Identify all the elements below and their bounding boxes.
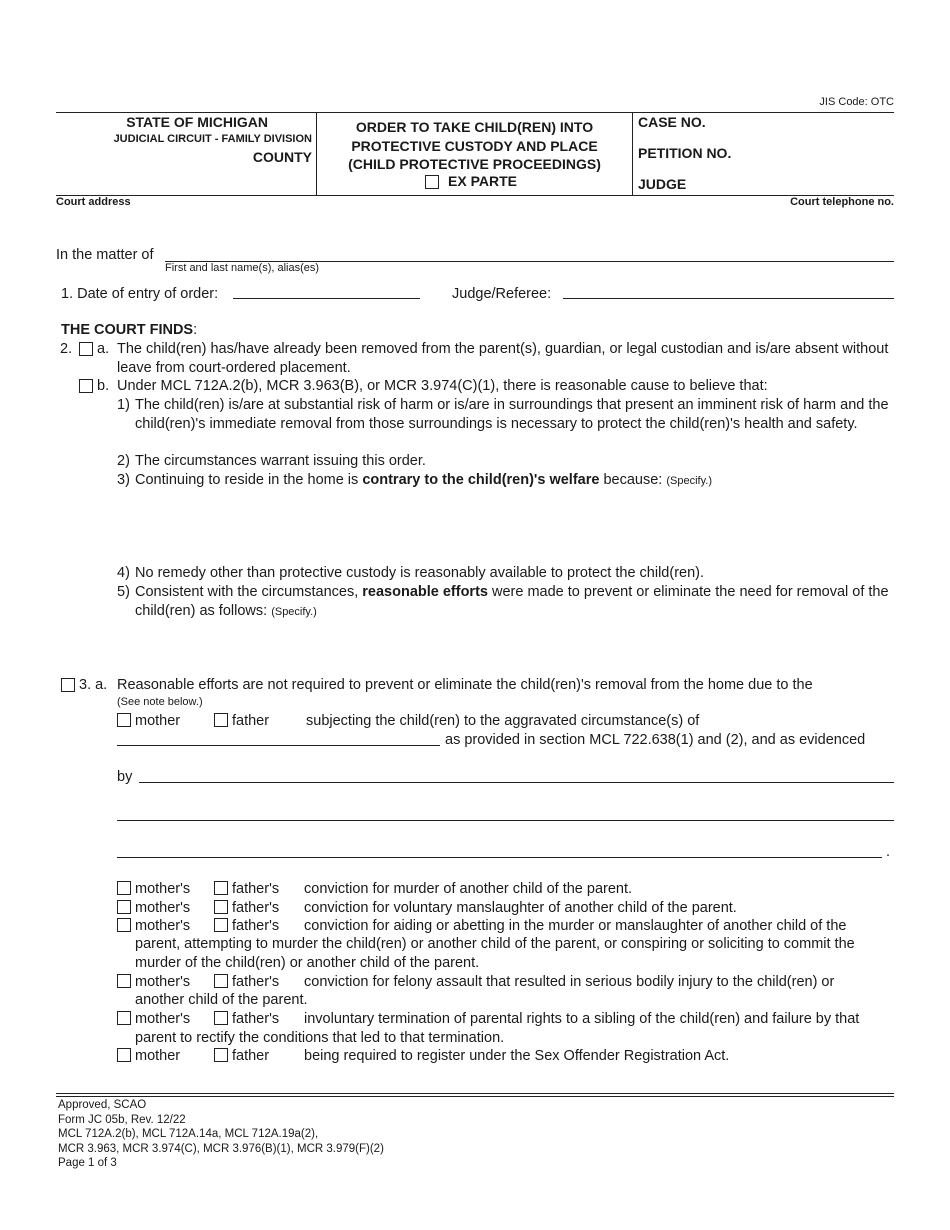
item-2b2-text: The circumstances warrant issuing this order. (135, 453, 426, 469)
court-telephone-label: Court telephone no. (790, 196, 894, 208)
header-top-rule (56, 112, 894, 113)
item-2-number: 2. (60, 341, 73, 357)
c6-father-checkbox[interactable] (214, 1048, 228, 1062)
c3-mother-checkbox[interactable] (117, 918, 131, 932)
title-line-2: PROTECTIVE CUSTODY AND PLACE (351, 137, 598, 154)
c4-text-rest: another child of the parent. (135, 992, 308, 1008)
aggravated-mother-checkbox[interactable] (117, 713, 131, 727)
footer-block (58, 1098, 384, 1171)
c4-father-label: father's (232, 974, 280, 990)
footer-citations-2: MCR 3.963, MCR 3.974(C), MCR 3.976(B)(1), MCR 3.979(F)(2) (58, 1142, 384, 1155)
evidenced-by-field-1[interactable] (139, 782, 894, 783)
item-2b2-number: 2) (117, 453, 130, 469)
item-2b1-number: 1) (117, 397, 130, 413)
c5-father-checkbox[interactable] (214, 1011, 228, 1025)
ex-parte-label: EX PARTE (448, 173, 517, 189)
aggravated-mother-label: mother (135, 713, 181, 729)
judge-referee-field[interactable] (563, 298, 894, 299)
evidenced-by-field-2[interactable] (117, 820, 894, 821)
c3-text-rest: parent, attempting to murder the child(ren) or another child of the parent, or conspiring or soliciting to commit the murder of the child(ren) or another child of the parent. (135, 936, 855, 971)
c2-text: conviction for voluntary manslaughter of another child of the parent. (304, 900, 737, 916)
footer-form-id: Form JC 05b, Rev. 12/22 (58, 1113, 186, 1126)
petition-no-label: PETITION NO. (638, 145, 732, 161)
court-address-label: Court address (56, 196, 131, 208)
aggravated-subjecting-text: subjecting the child(ren) to the aggravated circumstance(s) of (306, 713, 700, 729)
c1-father-label: father's (232, 881, 280, 897)
aggravated-circumstance-field[interactable] (117, 745, 440, 746)
c3-mother-label: mother's (135, 918, 191, 934)
court-finds-heading: THE COURT FINDS: (61, 322, 198, 338)
date-entry-field[interactable] (233, 298, 420, 299)
c1-mother-checkbox[interactable] (117, 881, 131, 895)
matter-label: In the matter of (56, 247, 154, 263)
title-line-1: ORDER TO TAKE CHILD(REN) INTO (355, 119, 594, 135)
item-2b5-number: 5) (117, 584, 130, 600)
c6-text: being required to register under the Sex Offender Registration Act. (304, 1048, 730, 1064)
item-2b4-number: 4) (117, 565, 130, 581)
c1-father-checkbox[interactable] (214, 881, 228, 895)
footer-approved: Approved, SCAO (58, 1099, 147, 1111)
c2-father-label: father's (232, 900, 280, 916)
c3-text-first: conviction for aiding or abetting in the murder or manslaughter of another child of the (304, 918, 847, 934)
date-entry-label: 1. Date of entry of order: (61, 286, 219, 302)
jis-code: JIS Code: OTC (819, 96, 894, 108)
item-2b5-text: Consistent with the circumstances, reasonable efforts were made to prevent or eliminate the need for removal of the child(ren) as follows: (Specify.) (135, 584, 889, 619)
item-3a-note: (See note below.) (117, 696, 203, 708)
item-2b-text: Under MCL 712A.2(b), MCR 3.963(B), or MCR 3.974(C)(1), there is reasonable cause to believe that: (117, 378, 768, 394)
state-name: STATE OF MICHIGAN (126, 114, 268, 130)
header-divider-2 (632, 112, 633, 195)
item-2b3-number: 3) (117, 472, 130, 488)
county-label: COUNTY (252, 149, 312, 165)
item-3a-checkbox[interactable] (61, 678, 75, 692)
c2-mother-label: mother's (135, 900, 191, 916)
evidenced-period: . (886, 844, 891, 860)
item-2b4-text: No remedy other than protective custody is reasonably available to protect the child(ren). (135, 565, 705, 581)
c6-mother-label: mother (135, 1048, 181, 1064)
item-2b3-text: Continuing to reside in the home is contrary to the child(ren)'s welfare because: (Specify.) (135, 472, 712, 488)
title-line-3: (CHILD PROTECTIVE PROCEEDINGS) (348, 156, 601, 172)
ex-parte-checkbox[interactable] (425, 175, 439, 189)
c5-mother-label: mother's (135, 1011, 191, 1027)
court-block (56, 114, 312, 167)
evidenced-by-label: by (117, 769, 133, 785)
c5-text-rest: parent to rectify the conditions that led to that termination. (135, 1030, 505, 1046)
c1-text: conviction for murder of another child of the parent. (304, 881, 633, 897)
item-3a-text: Reasonable efforts are not required to prevent or eliminate the child(ren)'s removal from the home due to the (117, 677, 813, 693)
header-bottom-rule (56, 195, 894, 196)
item-2b-checkbox[interactable] (79, 379, 93, 393)
c5-father-label: father's (232, 1011, 280, 1027)
c6-mother-checkbox[interactable] (117, 1048, 131, 1062)
aggravated-father-checkbox[interactable] (214, 713, 228, 727)
c5-text-first: involuntary termination of parental rights to a sibling of the child(ren) and failure by that (304, 1011, 860, 1027)
c3-father-checkbox[interactable] (214, 918, 228, 932)
c4-mother-checkbox[interactable] (117, 974, 131, 988)
item-2a-text: The child(ren) has/have already been removed from the parent(s), guardian, or legal custodian and is/are absent without leave from court-ordered placement. (117, 341, 889, 376)
case-no-label: CASE NO. (638, 114, 706, 130)
judge-label: JUDGE (638, 176, 687, 192)
matter-hint: First and last name(s), alias(es) (165, 262, 320, 274)
evidenced-by-field-3[interactable] (117, 857, 882, 858)
c1-mother-label: mother's (135, 881, 191, 897)
c6-father-label: father (232, 1048, 270, 1064)
c4-father-checkbox[interactable] (214, 974, 228, 988)
judge-referee-label: Judge/Referee: (452, 286, 552, 302)
c3-father-label: father's (232, 918, 280, 934)
footer-page: Page 1 of 3 (58, 1157, 117, 1169)
form-title (317, 118, 632, 174)
footer-citations-1: MCL 712A.2(b), MCL 712A.14a, MCL 712A.19a(2), (58, 1128, 319, 1140)
aggravated-father-label: father (232, 713, 270, 729)
c4-mother-label: mother's (135, 974, 191, 990)
item-2b-label: b. (97, 378, 110, 394)
c4-text-first: conviction for felony assault that resulted in serious bodily injury to the child(ren) or (304, 974, 835, 990)
circuit-label: JUDICIAL CIRCUIT - FAMILY DIVISION (113, 133, 312, 145)
c2-father-checkbox[interactable] (214, 900, 228, 914)
c5-mother-checkbox[interactable] (117, 1011, 131, 1025)
aggravated-as-provided-text: as provided in section MCL 722.638(1) and (2), and as evidenced (445, 732, 866, 748)
item-2a-label: a. (97, 341, 110, 357)
item-2b1-text: The child(ren) is/are at substantial risk of harm or is/are in surroundings that present an imminent risk of harm and the child(ren)'s immediate removal from those surroundings is necessary to protect the child(ren)'s health and safety. (135, 397, 889, 432)
footer-rule-2 (56, 1096, 894, 1097)
item-2a-checkbox[interactable] (79, 342, 93, 356)
item-3a-number: 3. a. (79, 677, 108, 693)
c2-mother-checkbox[interactable] (117, 900, 131, 914)
footer-rule-1 (56, 1093, 894, 1094)
